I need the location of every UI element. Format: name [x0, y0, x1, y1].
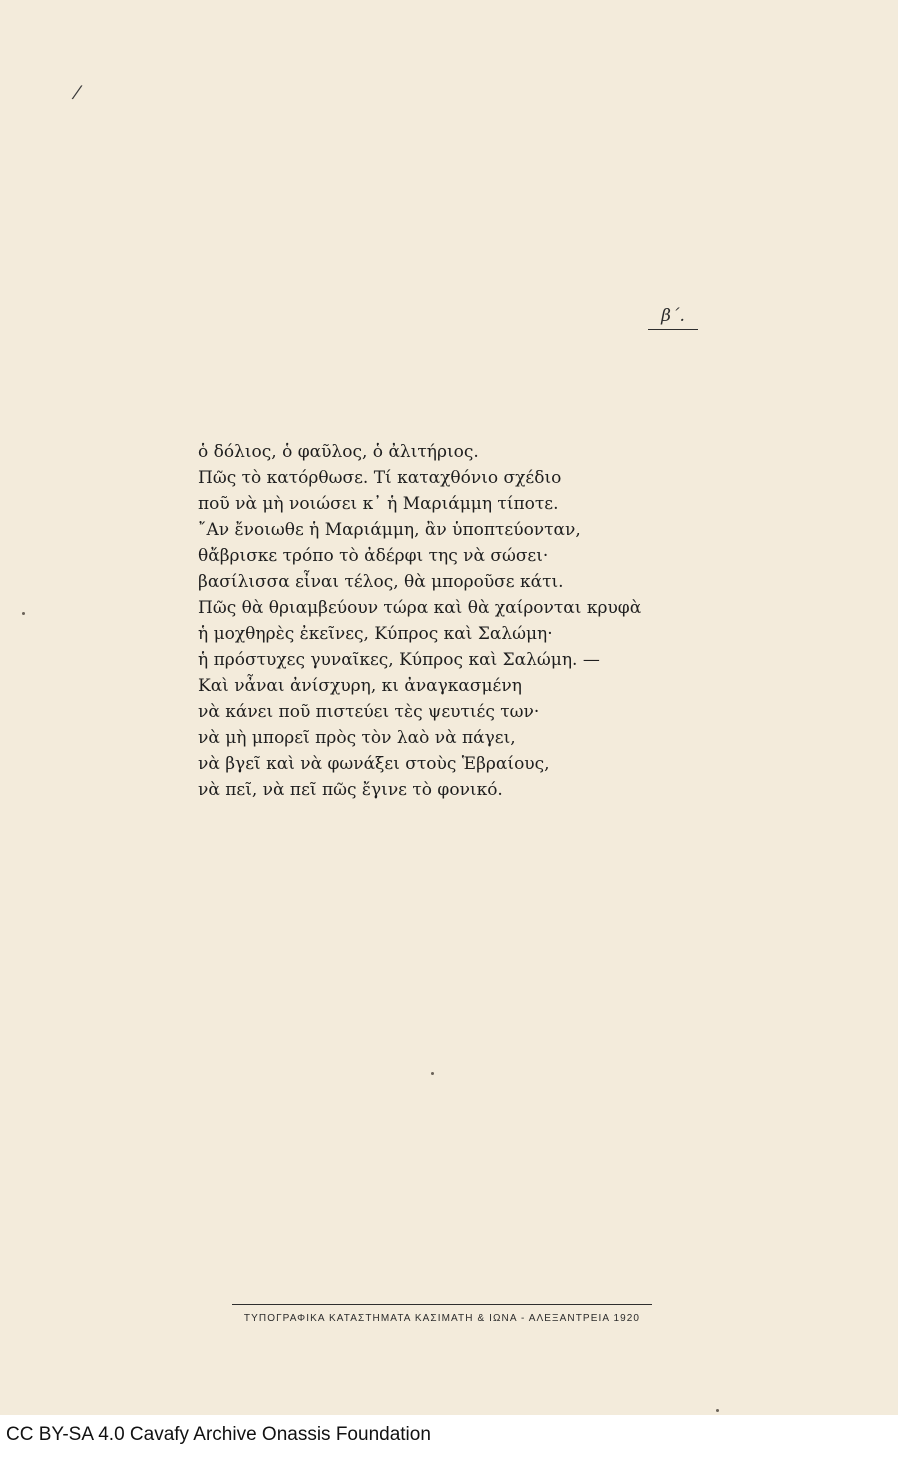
poem-line: ῎Αν ἔνοιωθε ἡ Μαριάμμη, ἂν ὑποπτεύονταν, — [198, 520, 581, 540]
license-credit: CC BY-SA 4.0 Cavafy Archive Onassis Foundation — [6, 1424, 431, 1445]
pencil-margin-mark: / — [72, 81, 82, 104]
poem-line: Πῶς θὰ θριαμβεύουν τώρα καὶ θὰ χαίρονται κρυφὰ — [198, 598, 642, 618]
poem-line: νὰ πεῖ, νὰ πεῖ πῶς ἔγινε τὸ φονικό. — [198, 780, 503, 800]
credit-bar — [0, 1415, 898, 1457]
page-number-underline — [648, 329, 698, 330]
paper-speck — [716, 1409, 719, 1412]
paper-speck — [22, 612, 25, 615]
poem-line: νὰ μὴ μπορεῖ πρὸς τὸν λαὸ νὰ πάγει, — [198, 728, 516, 748]
poem-line: Πῶς τὸ κατόρθωσε. Τί καταχθόνιο σχέδιο — [198, 468, 562, 488]
poem-line: θἄβρισκε τρόπο τὸ ἀδέρφι της νὰ σώσει· — [198, 546, 549, 566]
printer-imprint: ΤΥΠΟΓΡΑΦΙΚΑ ΚΑΤΑΣΤΗΜΑΤΑ ΚΑΣΙΜΑΤΗ & ΙΩΝΑ - ΑΛΕΞΑΝΤΡΕΙΑ 1920 — [243, 1313, 641, 1324]
poem-line: νὰ κάνει ποῦ πιστεύει τὲς ψευτιές των· — [198, 702, 540, 722]
footer-rule — [232, 1304, 652, 1305]
poem-line: ἡ μοχθηρὲς ἐκεῖνες, Κύπρος καὶ Σαλώμη· — [198, 624, 553, 644]
poem-line: ποῦ νὰ μὴ νοιώσει κ᾽ ἡ Μαριάμμη τίποτε. — [198, 494, 559, 514]
poem-line: ὁ δόλιος, ὁ φαῦλος, ὁ ἀλιτήριος. — [198, 442, 479, 462]
poem-line: νὰ βγεῖ καὶ νὰ φωνάξει στοὺς Ἑβραίους, — [198, 754, 550, 774]
page-number: β΄. — [661, 306, 685, 326]
paper-speck — [431, 1072, 434, 1075]
poem-text — [198, 439, 641, 803]
poem-line: Καὶ νἆναι ἀνίσχυρη, κι ἀναγκασμένη — [198, 676, 522, 696]
poem-line: ἡ πρόστυχες γυναῖκες, Κύπρος καὶ Σαλώμη. — — [198, 650, 600, 670]
poem-line: βασίλισσα εἶναι τέλος, θὰ μποροῦσε κάτι. — [198, 572, 564, 592]
